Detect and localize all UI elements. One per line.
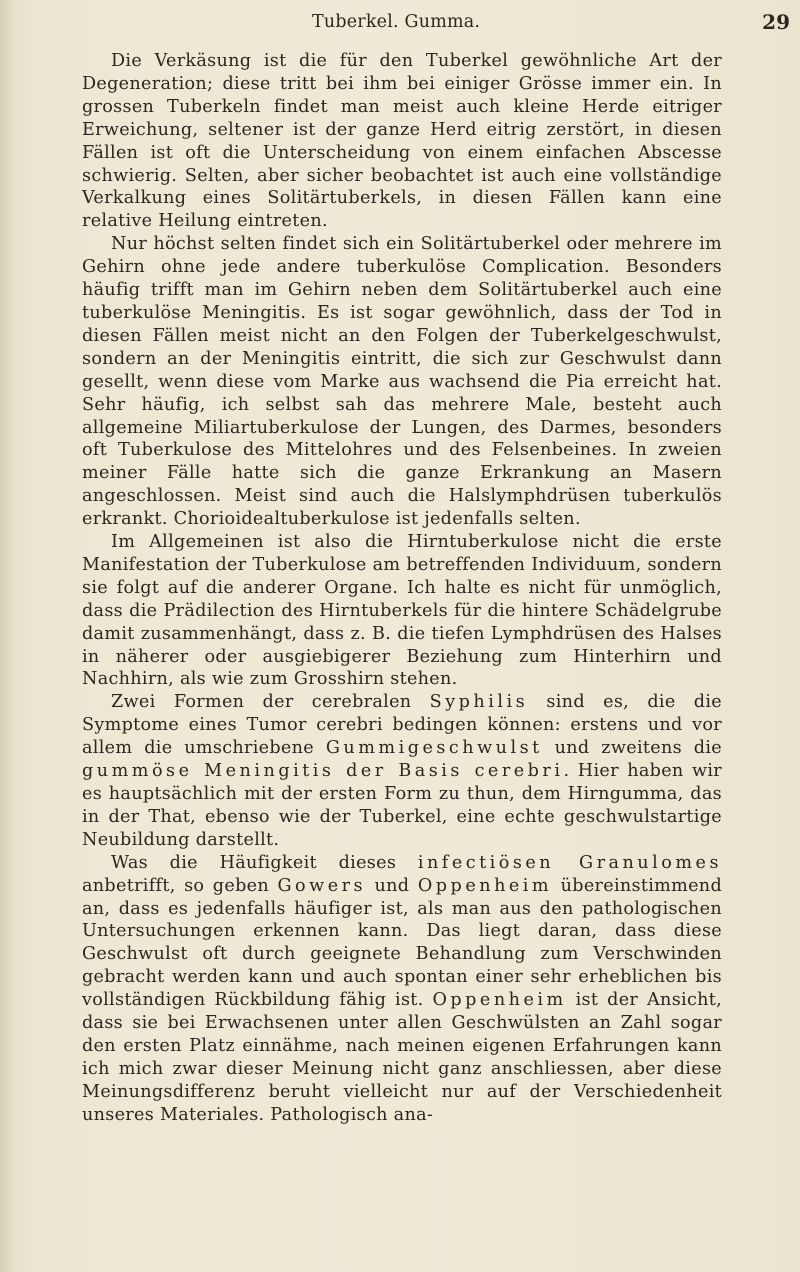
paragraph (82, 852, 722, 1127)
paragraph (82, 691, 722, 851)
text-run: Nur höchst selten findet sich ein Solitärtuberkel oder mehrere im Gehirn ohne jede andere tuberkulöse Complication. Besonders häufig trifft man im Gehirn neben dem Solitärtuberkel auch eine tuberkulöse Meningitis. Es ist sogar gewöhnlich, dass der Tod in diesen Fällen meist nicht an den Folgen der Tuberkelgeschwulst, sondern an der Meningitis eintritt, die sich zur Geschwulst dann gesellt, wenn diese vom Marke aus wachsend die Pia erreicht hat. Sehr häufig, ich selbst sah das mehrere Male, besteht auch allgemeine Miliartuberkulose der Lungen, des Darmes, besonders oft Tuberkulose des Mittelohres und des Felsenbeines. In zweien meiner Fälle hatte sich die ganze Erkrankung an Masern angeschlossen. Meist sind auch die Halslymphdrüsen tuberkulös erkrankt. Chorioidealtuberkulose ist jedenfalls selten. (82, 234, 722, 530)
text-run: sind es, die die Symptome eines Tumor cerebri bedingen können: erstens und vor allem die umschriebene (82, 692, 722, 759)
text-run: anbetrifft, so geben (82, 875, 278, 896)
paragraph (82, 50, 722, 233)
text-run: Im Allgemeinen ist also die Hirntuberkulose nicht die erste Manifestation der Tuberkulose am betreffenden Individuum, sondern sie folgt auf die anderer Organe. Ich halte es nicht für unmöglich, dass die Prädilection des Hirntuberkels für die hintere Schädelgrube damit zusammenhängt, dass z. B. die tiefen Lymphdrüsen des Halses in näherer oder ausgiebigerer Beziehung zum Hinterhirn und Nachhirn, als wie zum Grosshirn stehen. (82, 532, 722, 690)
text-run: ist der Ansicht, dass sie bei Erwachsenen unter allen Geschwülsten an Zahl sogar den ersten Platz einnähme, nach meinen eigenen Erfahrungen kann ich mich zwar dieser Meinung nicht ganz anschliessen, aber diese Meinungsdifferenz beruht vielleicht nur auf der Verschiedenheit unseres Materiales. Pathologisch ana- (82, 990, 722, 1125)
spaced-emphasis-text: gummöse Meningitis der Basis cerebri (82, 761, 564, 782)
text-run: Zwei Formen der cerebralen (111, 692, 430, 713)
page-number: 29 (762, 10, 790, 34)
spaced-emphasis-text: infectiösen Granulomes (417, 852, 722, 873)
text-run: und zweitens die (542, 738, 722, 759)
running-title: Tuberkel. Gumma. (312, 12, 481, 32)
paragraph (82, 233, 722, 531)
text-run: Was die Häufigkeit dieses (111, 852, 418, 873)
paragraph (82, 531, 722, 691)
spaced-emphasis-text: Oppenheim (432, 990, 567, 1011)
text-run: Die Verkäsung ist die für den Tuberkel gewöhnliche Art der Degeneration; diese tritt bei ihm bei einiger Grösse immer ein. In grossen Tuberkeln findet man meist auch kleine Herde eitriger Erweichung, seltener ist der ganze Herd eitrig zerstört, in diesen Fällen ist oft die Unterscheidung von einem einfachen Abscesse schwierig. Selten, aber sicher beobachtet ist auch eine vollständige Verkalkung eines Solitärtuberkels, in diesen Fällen kann eine relative Heilung eintreten. (82, 51, 722, 232)
page-header (270, 12, 790, 38)
body-text (82, 50, 722, 1127)
text-run: übereinstimmend an, dass es jedenfalls häufiger ist, als man aus den pathologischen Untersuchungen erkennen kann. Das liegt daran, dass diese Geschwulst oft durch geeignete Behandlung zum Verschwinden gebracht werden kann und auch spontan einer sehr erheblichen bis vollständigen Rückbildung fähig ist. (82, 875, 723, 1011)
page-edge-shadow (0, 0, 14, 1272)
spaced-emphasis-text: Syphilis (429, 692, 529, 713)
spaced-emphasis-text: Oppenheim (417, 875, 553, 896)
spaced-emphasis-text: Gowers (277, 875, 367, 896)
spaced-emphasis-text: Gummigeschwulst (325, 738, 543, 759)
text-run: und (366, 875, 418, 896)
text-run: . Hier haben wir es hauptsächlich mit der ersten Form zu thun, dem Hirngumma, das in der That, ebenso wie der Tuberkel, eine echte geschwulstartige Neubildung darstellt. (82, 761, 722, 850)
